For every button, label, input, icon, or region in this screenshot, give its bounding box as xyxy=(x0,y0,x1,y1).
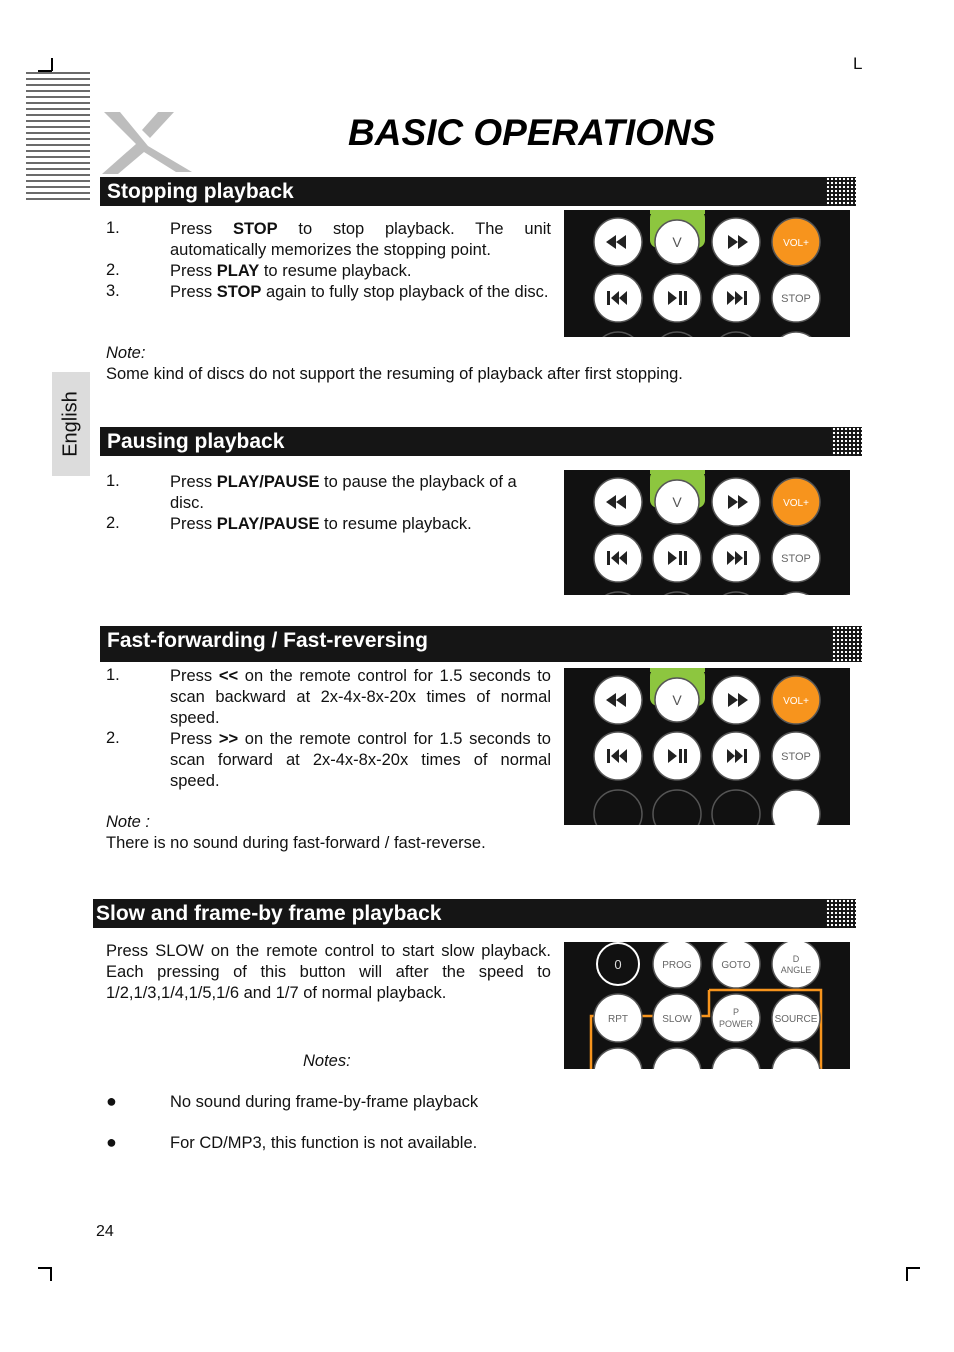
source-button-label: SOURCE xyxy=(774,1014,818,1025)
step-post: again to fully stop playback of the disc. xyxy=(261,283,549,301)
step-text xyxy=(170,666,551,729)
section-title: Stopping playback xyxy=(107,180,294,203)
partial-button-icon xyxy=(712,790,760,825)
partial-button-icon xyxy=(653,332,701,337)
section-header-slow xyxy=(93,899,856,928)
step-text xyxy=(170,472,542,514)
step-number: 1. xyxy=(106,666,120,684)
crop-mark-bottom-right-v xyxy=(906,1267,908,1281)
step-post: on the remote control for 1.5 seconds to scan backward at 2x-4x-8x-20x times of normal speed. xyxy=(170,667,551,727)
bullet-marker: ● xyxy=(106,1132,117,1152)
notes-label: Notes: xyxy=(303,1052,351,1070)
stop-button-label: STOP xyxy=(781,751,811,763)
step-number: 1. xyxy=(106,219,120,237)
stop-button-label: STOP xyxy=(781,293,811,305)
partial-button-icon xyxy=(653,790,701,825)
bullet-text: For CD/MP3, this function is not available. xyxy=(170,1134,478,1152)
section-dots xyxy=(832,427,862,456)
step-pre: Press xyxy=(170,667,219,685)
remote-image-pausing xyxy=(564,470,850,595)
repeat-button-label: RPT xyxy=(608,1014,628,1025)
zero-button-label: 0 xyxy=(614,957,622,972)
remote-image-fast xyxy=(564,668,850,825)
note-text: Some kind of discs do not support the resuming of playback after first stopping. xyxy=(106,365,683,383)
partial-button-icon xyxy=(712,1048,760,1069)
step-post: to resume playback. xyxy=(319,515,472,533)
step-text xyxy=(170,282,551,303)
step-pre: Press xyxy=(170,283,217,301)
page-number: 24 xyxy=(96,1223,114,1240)
step-post: to stop playback. The unit automatically memorizes the stopping point. xyxy=(170,220,552,259)
power-button-icon xyxy=(712,994,760,1042)
step-pre: Press xyxy=(170,220,233,238)
angle-button-label-line2: ANGLE xyxy=(780,965,812,975)
v-button-highlight-top xyxy=(650,668,705,672)
step-number: 2. xyxy=(106,729,120,747)
prog-button-label: PROG xyxy=(662,960,692,971)
crop-mark-bottom-right-h xyxy=(906,1267,920,1269)
down-button-label: V xyxy=(672,234,682,250)
step-text xyxy=(170,219,551,261)
step-number: 1. xyxy=(106,472,120,490)
brand-x-logo-icon xyxy=(98,108,198,178)
step-key: PLAY/PAUSE xyxy=(216,473,320,491)
corner-mark-right: L xyxy=(853,54,863,73)
step-pre: Press xyxy=(170,262,217,280)
language-label: English xyxy=(59,391,82,457)
v-button-highlight-top xyxy=(650,470,705,474)
slow-button-label: SLOW xyxy=(662,1014,692,1025)
bullet-text: No sound during frame-by-frame playback xyxy=(170,1093,479,1111)
step-key: STOP xyxy=(232,220,278,238)
partial-button-icon xyxy=(594,1048,642,1069)
step-post: to pause the playback of a disc. xyxy=(170,473,517,512)
partial-button-icon xyxy=(594,592,642,595)
step-number: 3. xyxy=(106,282,120,300)
v-button-highlight-top xyxy=(650,210,705,214)
page-title: BASIC OPERATIONS xyxy=(348,112,716,153)
step-number: 2. xyxy=(106,261,120,279)
section-dots xyxy=(832,626,862,662)
power-button-label-line2: POWER xyxy=(718,1019,754,1029)
volume-up-label: VOL+ xyxy=(783,238,809,249)
power-button-label-line1: P xyxy=(732,1007,740,1017)
section-header-fast xyxy=(100,626,862,662)
partial-button-icon xyxy=(594,790,642,825)
partial-button-icon xyxy=(772,592,820,595)
crop-mark-top-left-v xyxy=(51,58,53,71)
partial-button-icon xyxy=(594,332,642,337)
header-stripes xyxy=(26,72,90,200)
section-dots xyxy=(826,899,856,928)
note-label: Note : xyxy=(106,813,151,831)
step-text xyxy=(170,514,551,535)
step-number: 2. xyxy=(106,514,120,532)
step-key: << xyxy=(218,667,239,685)
partial-button-icon xyxy=(712,592,760,595)
goto-button-label: GOTO xyxy=(721,960,751,971)
section-title: Pausing playback xyxy=(107,430,285,453)
step-pre: Press xyxy=(170,515,217,533)
step-key: PLAY/PAUSE xyxy=(216,515,320,533)
remote-image-slow xyxy=(564,942,850,1069)
slow-paragraph: Press SLOW on the remote control to start slow playback. Each pressing of this button will after the speed to 1/2,1/3,1/4,1/5,1/6 and 1/7 of normal playback. xyxy=(106,942,551,1002)
note-text: There is no sound during fast-forward / fast-reverse. xyxy=(106,834,486,852)
step-key: PLAY xyxy=(216,262,260,280)
partial-button-icon xyxy=(653,592,701,595)
partial-button-icon xyxy=(772,332,820,337)
down-button-label: V xyxy=(672,494,682,510)
step-key: STOP xyxy=(216,283,262,301)
stop-button-label: STOP xyxy=(781,553,811,565)
section-header-stopping xyxy=(100,177,856,206)
step-pre: Press xyxy=(170,730,219,748)
step-key: >> xyxy=(218,730,239,748)
section-title: Fast-forwarding / Fast-reversing xyxy=(107,629,428,652)
step-text xyxy=(170,729,551,792)
note-label: Note: xyxy=(106,344,146,362)
partial-button-icon xyxy=(772,790,820,825)
step-post: to resume playback. xyxy=(259,262,412,280)
step-text xyxy=(170,261,551,282)
language-tab xyxy=(52,372,90,476)
remote-image-stopping xyxy=(564,210,850,337)
section-title: Slow and frame-by frame playback xyxy=(96,902,442,925)
volume-up-label: VOL+ xyxy=(783,696,809,707)
partial-button-icon xyxy=(772,1048,820,1069)
volume-up-label: VOL+ xyxy=(783,498,809,509)
angle-button-label-line1: D xyxy=(792,954,800,964)
bullet-marker: ● xyxy=(106,1091,117,1111)
section-header-pausing xyxy=(100,427,862,456)
step-post: on the remote control for 1.5 seconds to scan forward at 2x-4x-8x-20x times of normal speed. xyxy=(170,730,551,790)
partial-button-icon xyxy=(712,332,760,337)
step-pre: Press xyxy=(170,473,217,491)
crop-mark-bottom-left-v xyxy=(50,1267,52,1281)
down-button-label: V xyxy=(672,692,682,708)
partial-button-icon xyxy=(653,1048,701,1069)
section-dots xyxy=(826,177,856,206)
